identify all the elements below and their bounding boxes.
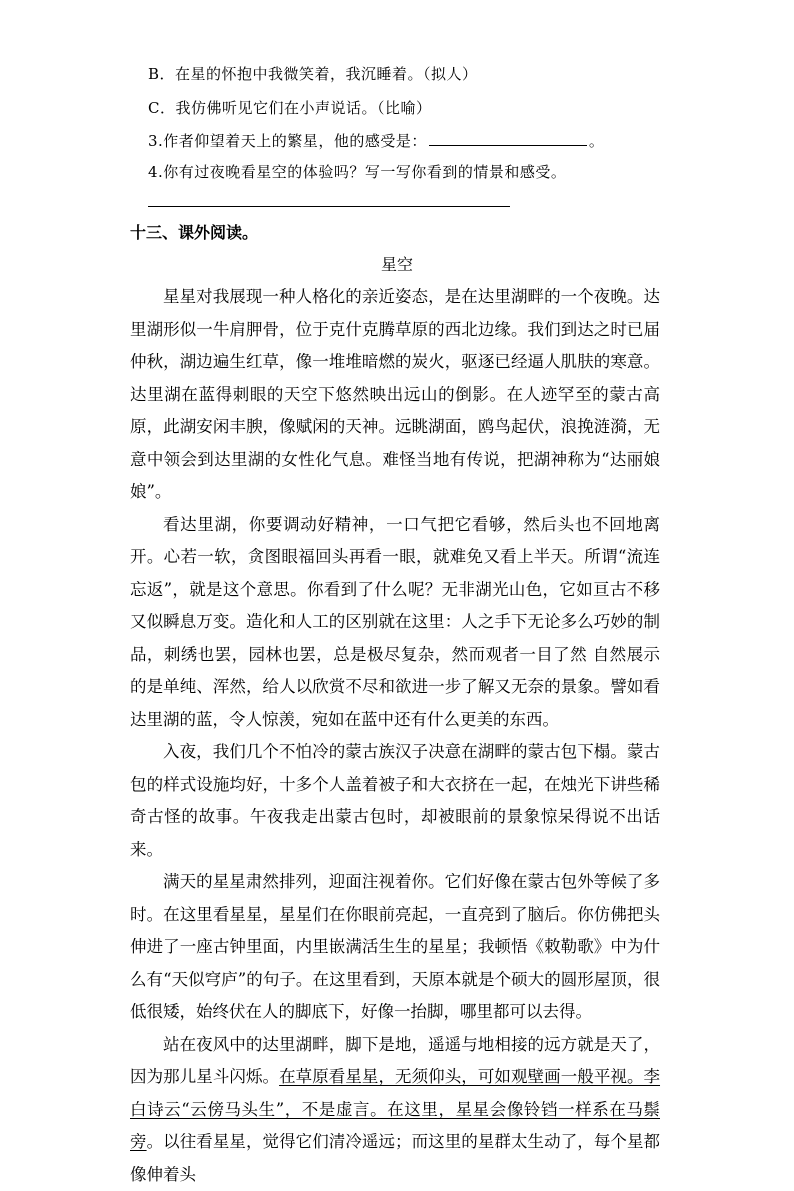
- question-4: 4.你有过夜晚看星空的体验吗？写一写你看到的情景和感受。: [148, 162, 566, 182]
- question-3-answer-blank[interactable]: [429, 131, 587, 146]
- article-paragraph-5: [130, 1029, 660, 1191]
- option-b: B．在星的怀抱中我微笑着，我沉睡着。（拟人）: [148, 64, 478, 84]
- article-paragraph-1: 星星对我展现一种人格化的亲近姿态，是在达里湖畔的一个夜晚。达里湖形似一牛肩胛骨，位于克什克腾草原的西北边缘。我们到达之时已届仲秋，湖边遍生红草，像一堆堆暗燃的炭火，驱逐已经逼人肌肤的寒意。达里湖在蓝得刺眼的天空下悠然映出远山的倒影。在人迹罕至的蒙古高原，此湖安闲丰腴，像赋闲的天神。远眺湖面，鸥鸟起伏，浪挽涟漪，无意中领会到达里湖的女性化气息。难怪当地有传说，把湖神称为“达丽娘娘”。: [130, 281, 660, 509]
- question-4-answer-line[interactable]: [148, 206, 510, 207]
- question-3-prompt: 3.作者仰望着天上的繁星，他的感受是：: [148, 132, 427, 150]
- article-paragraph-2: 看达里湖，你要调动好精神，一口气把它看够，然后头也不回地离开。心若一软，贪图眼福回头再看一眼，就难免又看上半天。所谓“流连忘返”，就是这个意思。你看到了什么呢？无非湖光山色，它如亘古不移又似瞬息万变。造化和人工的区别就在这里：人之手下无论多么巧妙的制品，刺绣也罢，园林也罢，总是极尽复杂，然而观者一目了然 自然展示的是单纯、浑然，给人以欣赏不尽和欲进一步了解又无奈的景象。譬如看达里湖的蓝，令人惊羡，宛如在蓝中还有什么更美的东西。: [130, 509, 660, 737]
- article-paragraph-4: 满天的星星肃然排列，迎面注视着你。它们好像在蒙古包外等候了多时。在这里看星星，星星们在你眼前亮起，一直亮到了脑后。你仿佛把头伸进了一座古钟里面，内里嵌满活生生的星星；我顿悟《敕勒歌》中为什么有“天似穹庐”的句子。在这里看到，天原本就是个硕大的圆形屋顶，很低很矮，始终伏在人的脚底下，好像一抬脚，哪里都可以去得。: [130, 866, 660, 1029]
- article-body: [130, 281, 660, 1191]
- question-3: [148, 131, 604, 151]
- article-title: 星空: [0, 254, 794, 276]
- paragraph-5-end: 。以往看星星，觉得它们清冷遥远；而这里的星群太生动了，每个星都像伸着头: [130, 1132, 660, 1184]
- article-paragraph-3: 入夜，我们几个不怕冷的蒙古族汉子决意在湖畔的蒙古包下榻。蒙古包的样式设施均好，十多个人盖着被子和大衣挤在一起，在烛光下讲些稀奇古怪的故事。午夜我走出蒙古包时，却被眼前的景象惊呆得说不出话来。: [130, 736, 660, 866]
- underlined-passage: 在草原看星星，无须仰头，可如观壁画一般平视。李白诗云“云傍马头生”，不是虚言。在这里，星星会像铃铛一样系在马鬃旁: [130, 1067, 660, 1151]
- question-3-period: 。: [589, 132, 605, 150]
- paragraph-5-start: 站在夜风中的达里湖畔，脚下是地，遥遥与地相接的远方就是天了，因为那儿星斗闪烁。: [130, 1035, 660, 1087]
- option-c: C．我仿佛听见它们在小声说话。（比喻）: [148, 98, 431, 118]
- section-title: 十三、课外阅读。: [130, 222, 258, 244]
